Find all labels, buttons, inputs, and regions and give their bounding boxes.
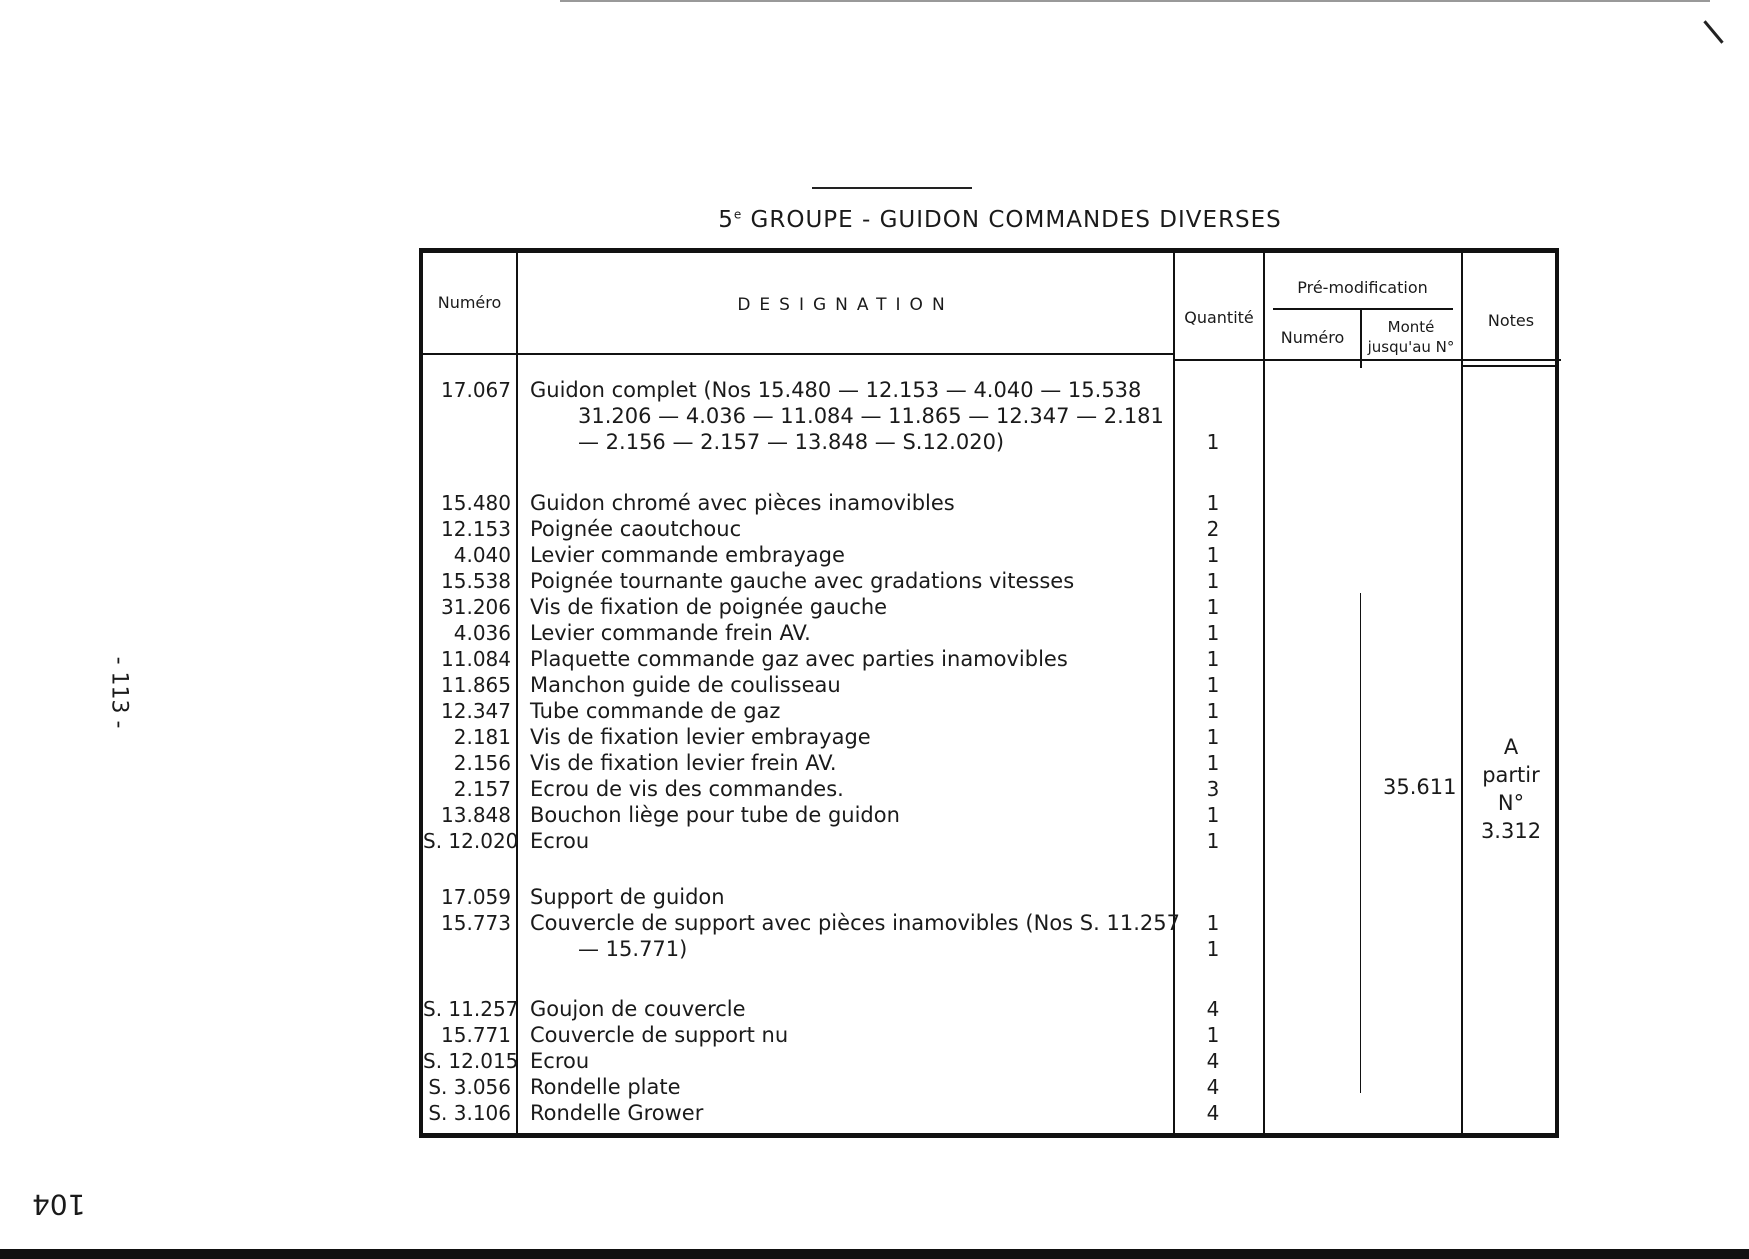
header-pre-modification: Pré-modification [1297, 278, 1428, 297]
table-row [423, 673, 1555, 699]
table-row [423, 699, 1555, 725]
table-row [423, 595, 1555, 621]
table-row [423, 378, 1555, 404]
row-quantity: 1 [1206, 911, 1220, 935]
parts-table [419, 248, 1559, 1138]
table-row [423, 911, 1555, 937]
row-designation: Couvercle de support nu [530, 1023, 789, 1047]
row-numero: 15.773 [441, 911, 511, 935]
row-designation: Guidon complet (Nos 15.480 — 12.153 — 4.040 — 15.538 [530, 378, 1142, 402]
header-rule [1463, 365, 1559, 367]
row-designation: Tube commande de gaz [530, 699, 781, 723]
header-rule [423, 353, 1175, 355]
row-quantity: 1 [1206, 699, 1220, 723]
side-page-number: - 113 - [106, 656, 132, 729]
row-designation: Rondelle Grower [530, 1101, 704, 1125]
row-designation: Ecrou [530, 829, 590, 853]
header-monte: Monté jusqu'au N° [1367, 318, 1455, 356]
table-row [423, 751, 1555, 777]
row-designation: Poignée tournante gauche avec gradations vitesses [530, 569, 1075, 593]
table-row [423, 1075, 1555, 1101]
row-numero: 12.153 [441, 517, 511, 541]
row-quantity: 1 [1206, 569, 1220, 593]
table-row [423, 569, 1555, 595]
row-numero: S. 3.106 [428, 1101, 511, 1125]
row-quantity: 1 [1206, 1023, 1220, 1047]
row-quantity: 1 [1206, 543, 1220, 567]
row-quantity: 1 [1206, 803, 1220, 827]
row-quantity: 1 [1206, 673, 1220, 697]
row-numero: 17.059 [441, 885, 511, 909]
row-numero: 12.347 [441, 699, 511, 723]
notes-cell: A partir N° 3.312 [1480, 735, 1542, 843]
row-quantity: 2 [1206, 517, 1220, 541]
table-row [423, 543, 1555, 569]
header-quantite: Quantité [1184, 308, 1254, 327]
header-pre-numero: Numéro [1280, 328, 1345, 347]
row-designation: Ecrou de vis des commandes. [530, 777, 844, 801]
monte-value: 35.611 [1383, 775, 1457, 799]
page-number: 104 [32, 1188, 86, 1221]
scan-mark [1703, 20, 1723, 43]
row-quantity: 1 [1206, 725, 1220, 749]
row-designation: Levier commande embrayage [530, 543, 845, 567]
row-designation: Ecrou [530, 1049, 590, 1073]
row-quantity: 1 [1206, 751, 1220, 775]
row-numero: 13.848 [441, 803, 511, 827]
row-designation: Vis de fixation de poignée gauche [530, 595, 888, 619]
table-row [423, 997, 1555, 1023]
row-quantity: 1 [1206, 829, 1220, 853]
title-rule [812, 187, 972, 189]
row-designation: Rondelle plate [530, 1075, 681, 1099]
row-numero: 4.040 [453, 543, 511, 567]
row-numero: 15.538 [441, 569, 511, 593]
row-numero: S. 12.020 [423, 829, 519, 853]
row-designation: — 2.156 — 2.157 — 13.848 — S.12.020) [578, 430, 1005, 454]
top-rule [560, 0, 1710, 2]
row-numero: 11.084 [441, 647, 511, 671]
row-designation: Vis de fixation levier embrayage [530, 725, 871, 749]
header-designation: DESIGNATION [737, 295, 954, 315]
row-quantity: 4 [1206, 1049, 1220, 1073]
row-designation: Poignée caoutchouc [530, 517, 742, 541]
row-designation: Support de guidon [530, 885, 725, 909]
table-row [423, 1101, 1555, 1127]
table-row [423, 647, 1555, 673]
row-quantity: 1 [1206, 595, 1220, 619]
row-designation: Guidon chromé avec pièces inamovibles [530, 491, 955, 515]
row-numero: 15.480 [441, 491, 511, 515]
row-numero: 2.156 [453, 751, 511, 775]
header-rule [1273, 308, 1453, 310]
table-row [423, 803, 1555, 829]
row-quantity: 4 [1206, 1101, 1220, 1125]
row-designation: Bouchon liège pour tube de guidon [530, 803, 900, 827]
table-row [423, 937, 1555, 963]
table-row [423, 404, 1555, 430]
row-numero: 4.036 [453, 621, 511, 645]
row-designation: — 15.771) [578, 937, 688, 961]
table-row [423, 1023, 1555, 1049]
row-designation: Vis de fixation levier frein AV. [530, 751, 837, 775]
table-row [423, 621, 1555, 647]
row-numero: S. 12.015 [423, 1049, 519, 1073]
header-notes: Notes [1487, 311, 1535, 330]
page-title: 5e GROUPE - GUIDON COMMANDES DIVERSES [718, 207, 1282, 233]
table-row [423, 517, 1555, 543]
table-row [423, 829, 1555, 855]
row-quantity: 3 [1206, 777, 1220, 801]
table-row [423, 491, 1555, 517]
row-designation: Levier commande frein AV. [530, 621, 811, 645]
row-quantity: 4 [1206, 997, 1220, 1021]
row-numero: S. 3.056 [428, 1075, 511, 1099]
row-numero: 31.206 [441, 595, 511, 619]
table-row [423, 1049, 1555, 1075]
row-designation: Manchon guide de coulisseau [530, 673, 841, 697]
bottom-scan-edge [0, 1249, 1749, 1259]
row-quantity: 4 [1206, 1075, 1220, 1099]
row-numero: S. 11.257 [423, 997, 519, 1021]
row-numero: 11.865 [441, 673, 511, 697]
table-row [423, 725, 1555, 751]
row-designation: 31.206 — 4.036 — 11.084 — 11.865 — 12.347 — 2.181 [578, 404, 1164, 428]
table-row [423, 430, 1555, 456]
table-row [423, 885, 1555, 911]
row-designation: Goujon de couvercle [530, 997, 746, 1021]
row-designation: Plaquette commande gaz avec parties inamovibles [530, 647, 1068, 671]
row-numero: 17.067 [441, 378, 511, 402]
header-rule [1175, 359, 1561, 361]
row-numero: 2.157 [453, 777, 511, 801]
row-quantity: 1 [1206, 647, 1220, 671]
header-numero: Numéro [437, 293, 502, 312]
row-numero: 2.181 [453, 725, 511, 749]
row-numero: 15.771 [441, 1023, 511, 1047]
row-quantity: 1 [1206, 491, 1220, 515]
row-quantity: 1 [1206, 621, 1220, 645]
row-quantity: 1 [1206, 937, 1220, 961]
row-quantity: 1 [1206, 430, 1220, 454]
row-designation: Couvercle de support avec pièces inamovibles (Nos S. 11.257 [530, 911, 1180, 935]
